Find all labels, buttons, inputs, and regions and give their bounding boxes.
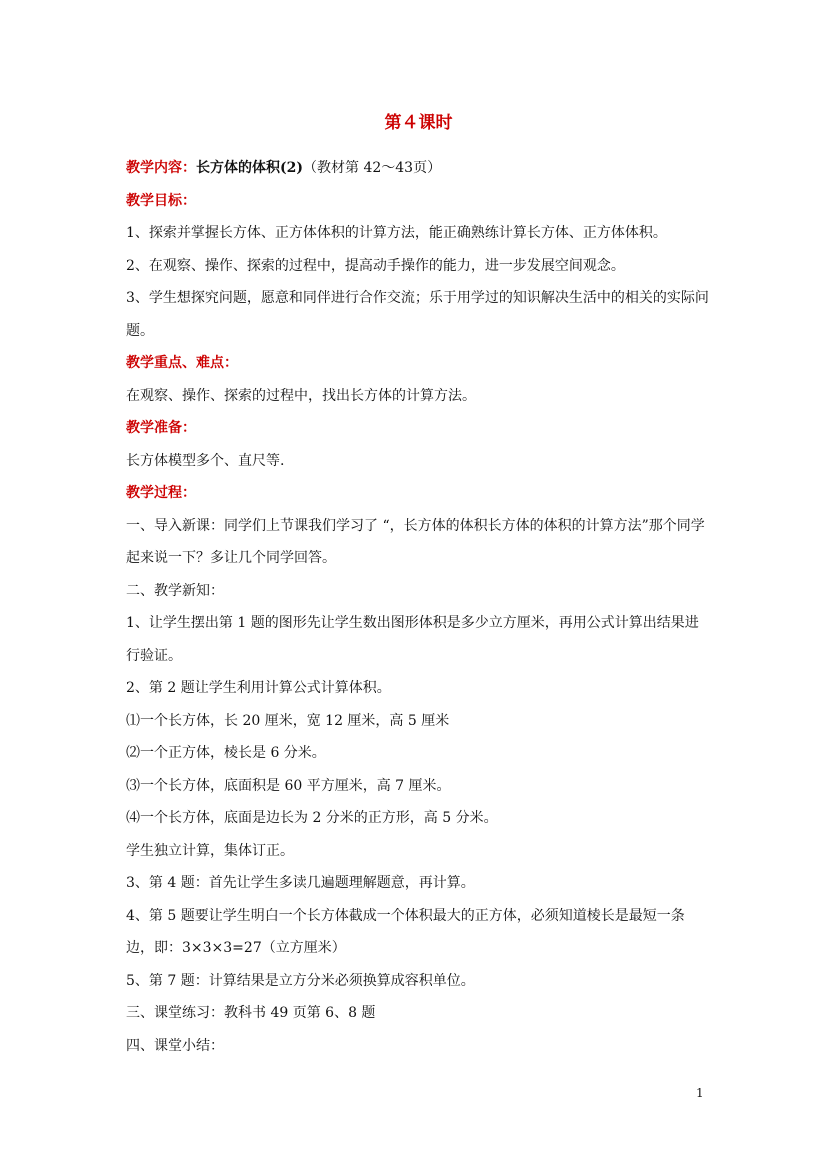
process-step-3: 3、第 4 题：首先让学生多读几遍题理解题意，再计算。	[126, 875, 475, 891]
class-summary: 四、课堂小结：	[126, 1037, 224, 1054]
process-step-5: 5、第 7 题：计算结果是立方分米必须换算成容积单位。	[126, 972, 475, 989]
process-heading: 教学过程：	[126, 485, 196, 501]
process-step-1: 1、让学生摆出第 1 题的图形先让学生数出图形体积是多少立方厘米，再用公式计算出结果进行验证。	[126, 615, 699, 664]
process-step-2: 2、第 2 题让学生利用计算公式计算体积。	[126, 680, 391, 696]
teaching-content-line	[126, 152, 711, 185]
teaching-content-label: 教学内容：	[126, 160, 196, 176]
page-number: 1	[696, 1086, 704, 1100]
goal-item-2: 2、在观察、操作、探索的过程中，提高动手操作的能力，进一步发展空间观念。	[126, 257, 625, 274]
preparation-text: 长方体模型多个、直尺等.	[126, 452, 285, 469]
exercise-item-4: ⑷一个长方体，底面是边长为 2 分米的正方形，高 5 分米。	[126, 810, 498, 826]
goals-heading: 教学目标：	[126, 192, 196, 209]
class-practice: 三、课堂练习：教科书 49 页第 6、8 题	[126, 1005, 376, 1021]
preparation-heading: 教学准备：	[126, 420, 196, 436]
lesson-title: 第４课时	[384, 113, 453, 133]
process-step-4: 4、第 5 题要让学生明白一个长方体截成一个体积最大的正方体，必须知道棱长是最短一条边，即：3×3×3=27（立方厘米）	[126, 907, 685, 956]
process-intro: 一、导入新课：同学们上节课我们学习了 “，长方体的体积长方体的体积的计算方法”那个同学起来说一下？多让几个同学回答。	[126, 517, 705, 566]
exercise-item-2: ⑵一个正方体，棱长是 6 分米。	[126, 745, 326, 761]
teaching-content-ref: （教材第 42～43页）	[303, 160, 442, 176]
process-check: 学生独立计算，集体订正。	[126, 842, 294, 859]
goal-item-1: 1、探索并掌握长方体、正方体体积的计算方法，能正确熟练计算长方体、正方体体积。	[126, 225, 667, 241]
process-new-knowledge: 二、教学新知：	[126, 582, 224, 599]
teaching-content-topic: 长方体的体积(2)	[196, 160, 303, 176]
goal-item-3: 3、学生想探究问题，愿意和同伴进行合作交流；乐于用学过的知识解决生活中的相关的实际问题。	[126, 290, 709, 339]
exercise-item-3: ⑶一个长方体，底面积是 60 平方厘米，高 7 厘米。	[126, 777, 451, 794]
document-body	[126, 110, 711, 1062]
exercise-item-1: ⑴一个长方体，长 20 厘米，宽 12 厘米，高 5 厘米	[126, 712, 450, 729]
key-points-text: 在观察、操作、探索的过程中，找出长方体的计算方法。	[126, 387, 476, 404]
key-points-heading: 教学重点、难点：	[126, 355, 238, 371]
